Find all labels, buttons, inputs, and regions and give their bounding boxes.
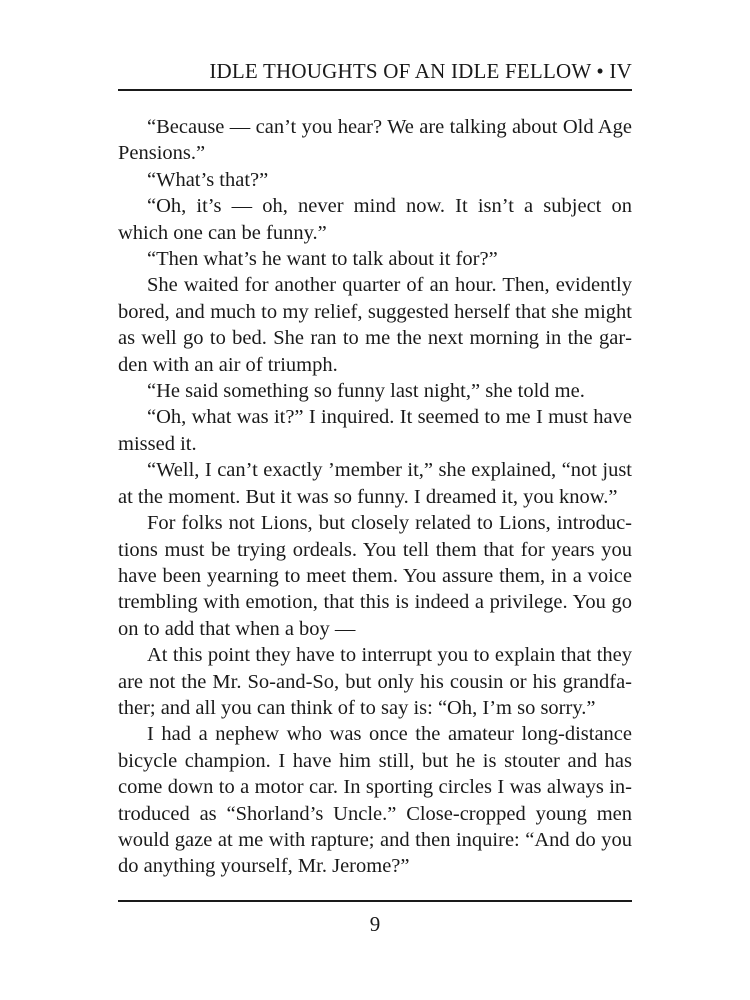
paragraph: For folks not Lions, but closely related to Lions, introductions must be trying ordeals. You tell them that for years you have been yearning to meet them. You assure them, in a voice trembling with emotion, that this is indeed a privilege. You go on to add that when a boy — <box>118 512 632 640</box>
paragraph: I had a nephew who was once the amateur long-distance bicycle champion. I have him still, but he is stouter and has come down to a motor car. In sporting circles I was always introduced as “Shorland’s Uncle.” Close-cropped young men would gaze at me with rapture; and then inquire: “And do you do anything yourself, Mr. Jerome?” <box>118 723 632 878</box>
paragraph: “Then what’s he want to talk about it for?” <box>147 248 498 271</box>
paragraph: “Oh, it’s — oh, never mind now. It isn’t a subject on which one can be funny.” <box>118 195 632 244</box>
footer-rule <box>118 900 632 902</box>
running-head: IDLE THOUGHTS OF AN IDLE FELLOW • IV <box>209 59 632 83</box>
paragraph: “What’s that?” <box>147 168 269 191</box>
paragraph: “Because — can’t you hear? We are talking about Old Age Pensions.” <box>118 116 632 165</box>
page-number: 9 <box>369 912 381 936</box>
paragraph: “Oh, what was it?” I inquired. It seemed to me I must have missed it. <box>118 406 632 455</box>
paragraph: “He said something so funny last night,” she told me. <box>147 380 585 403</box>
header-rule <box>118 89 632 91</box>
body-text <box>118 114 632 880</box>
paragraph: At this point they have to interrupt you to explain that they are not the Mr. So-and-So, but only his cousin or his grandfather; and all you can think of to say is: “Oh, I’m so sorry.” <box>118 644 632 719</box>
paragraph: She waited for another quarter of an hour. Then, evidently bored, and much to my relief, suggested herself that she might as well go to bed. She ran to me the next morning in the garden with an air of triumph. <box>118 274 632 376</box>
paragraph: “Well, I can’t exactly ’member it,” she explained, “not just at the moment. But it was so funny. I dreamed it, you know.” <box>118 459 632 508</box>
